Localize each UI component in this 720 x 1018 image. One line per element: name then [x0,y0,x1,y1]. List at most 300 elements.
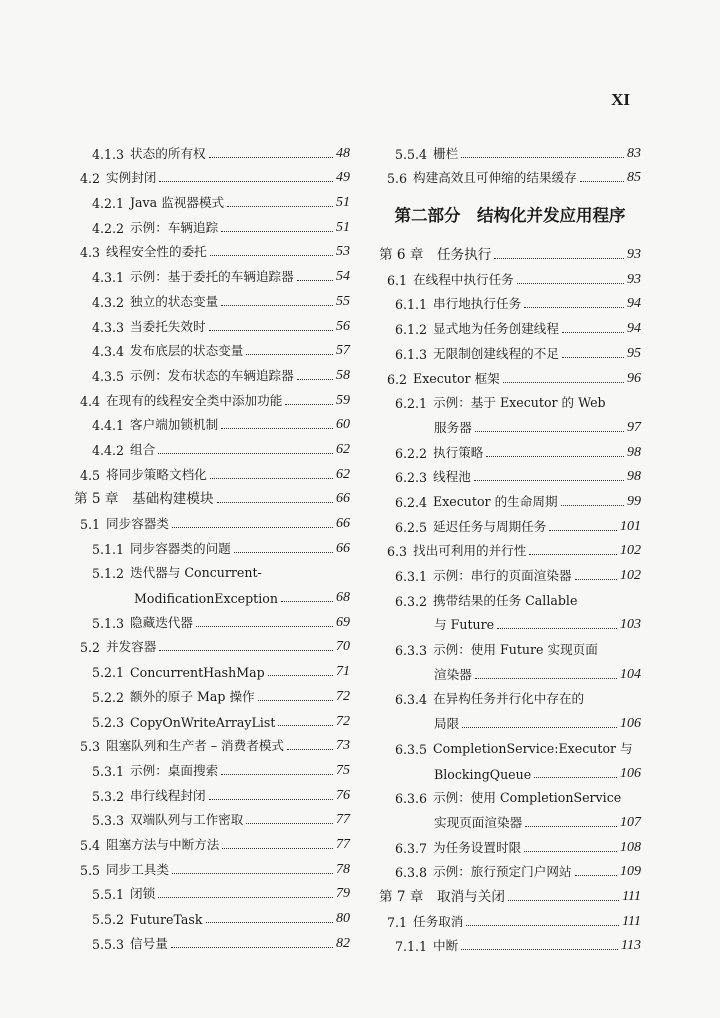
toc-entry-title: 串行地执行任务 [433,296,522,312]
dot-leader [475,431,624,432]
toc-entry-page: 98 [627,444,641,460]
toc-entry-title: 组合 [130,441,156,457]
toc-entry-page: 72 [336,713,350,729]
toc-entry [74,606,350,631]
toc-entry-page: 62 [336,466,350,482]
toc-entry-page: 55 [336,293,350,309]
toc-entry [379,137,641,162]
toc-entry-page: 85 [627,170,641,186]
toc-entry-page: 77 [336,812,350,828]
toc-entry-title: 实现页面渲染器 [434,814,523,830]
toc-entry [74,236,350,261]
toc-entry-title: 执行策略 [433,444,484,460]
toc-entry-title: 同步容器类 [106,516,169,531]
dot-leader [246,354,333,355]
dot-leader [210,255,333,256]
toc-entry-number: 6.3.8 [395,865,428,881]
toc-entry-number: 4.4 [80,393,101,409]
dot-leader [562,332,624,333]
toc-entry-title: 信号量 [130,935,168,951]
toc-entry [74,680,350,705]
toc-entry-page: 69 [336,614,350,630]
toc-entry-number: 4.2.2 [92,220,125,236]
toc-entry-title: 中断 [433,938,459,954]
toc-entry-page: 66 [336,516,350,531]
toc-entry-title: 第二部分 结构化并发应用程序 [394,206,626,226]
toc-entry [74,532,350,557]
toc-entry-title: FutureTask [130,912,203,927]
toc-entry [379,707,641,732]
toc-entry-number: 5.3.2 [92,788,125,804]
toc-entry-title: 独立的状态变量 [130,293,219,309]
toc-entry-title: 示例：使用 Future 实现页面 [433,642,598,658]
toc-entry-number: 6.1 [387,272,408,288]
dot-leader [534,777,617,778]
dot-leader [158,453,333,454]
toc-entry-page: 49 [336,170,350,186]
toc-entry-number: 6.3.1 [395,569,428,584]
toc-entry-title: 示例：使用 CompletionService [433,790,622,806]
toc-entry-title: 在异构任务并行化中存在的 [433,691,585,707]
dot-leader [196,626,333,627]
toc-entry-title: 闭锁 [130,886,156,902]
toc-entry-number: 7.1 [387,914,408,930]
toc-entry [379,559,641,584]
dot-leader [575,875,617,876]
toc-entry-number: 5.1.1 [92,541,125,557]
toc-entry [74,433,350,458]
toc-entry [74,285,350,310]
toc-entry [74,581,350,606]
dot-leader [297,280,333,281]
dot-leader [525,826,617,827]
toc-entry-page: 80 [336,911,350,926]
dot-leader [221,305,333,306]
dot-leader [268,675,333,676]
toc-entry [74,137,350,162]
toc-entry-title: 示例：基于委托的车辆追踪器 [130,269,294,285]
toc-entry [74,458,350,483]
dot-leader [222,848,333,849]
dot-leader [159,181,333,182]
toc-entry-page: 76 [336,787,350,803]
toc-entry-page: 99 [627,493,641,509]
dot-leader [497,628,617,629]
toc-entry-page: 71 [336,664,350,680]
toc-entry-title: 将同步策略文档化 [106,466,207,482]
toc-entry-title: 示例：桌面搜索 [130,762,219,778]
toc-entry [74,828,350,853]
toc-entry [74,705,350,730]
toc-entry-number: 4.2 [80,171,101,187]
dot-leader [524,851,617,852]
toc-entry [379,856,641,881]
toc-entry-title: 线程安全性的委托 [106,244,207,260]
toc-entry [379,411,641,436]
toc-entry-page: 98 [627,469,641,485]
toc-entry-number: 6.1.1 [395,297,428,313]
toc-entry-number: 4.3.2 [92,294,125,310]
toc-entry-page: 62 [336,441,350,457]
toc-entry [379,905,641,930]
toc-entry-page: 93 [627,271,641,287]
toc-entry [379,288,641,313]
toc-left-column [74,137,350,952]
toc-entry-number: 6.2.2 [395,445,428,461]
toc-entry-title: CompletionService:Executor 与 [433,740,633,756]
dot-leader [209,799,333,800]
toc-entry-number: 6.3 [387,544,408,560]
dot-leader [206,922,333,923]
toc-entry-page: 51 [336,195,350,211]
toc-entry-page: 54 [336,269,350,285]
toc-entry-title: 栅栏 [433,145,459,161]
toc-entry-number: 6.2.4 [395,494,428,510]
toc-entry-number: 5.5.3 [92,936,125,952]
toc-entry-title: 任务取消 [413,913,464,929]
toc-entry-number: 5.2.2 [92,689,125,705]
toc-entry-number: 5.3.3 [92,813,125,829]
toc-entry-number: 第 5 章 [74,491,119,508]
toc-entry-title: 示例：串行的页面渲染器 [433,568,572,583]
toc-entry-page: 111 [622,888,641,904]
toc-entry-number: 6.3.4 [395,692,428,708]
toc-entry-title: ConcurrentHashMap [130,665,265,681]
toc-entry-number: 5.2.1 [92,665,125,681]
dot-leader [278,725,333,726]
toc-entry-title: Executor 的生命周期 [433,493,558,509]
toc-entry-page: 111 [622,913,641,929]
toc-entry-page: 102 [620,568,641,583]
toc-entry-title: 同步工具类 [106,861,169,877]
dot-leader [475,678,617,679]
dot-leader [158,897,333,898]
toc-entry [74,260,350,285]
toc-entry-number: 5.3.1 [92,763,125,779]
toc-entry-title: 并发容器 [106,639,157,655]
toc-entry-number: 5.3 [80,739,101,755]
toc-entry-title: Executor 框架 [413,370,500,386]
toc-entry-page: 113 [621,938,641,954]
toc-entry-title: 阻塞队列和生产者 – 消费者模式 [106,738,285,754]
toc-entry-page: 53 [336,244,350,260]
toc-entry [74,927,350,952]
toc-entry-title: 示例：车辆追踪 [130,219,219,235]
dot-leader [494,258,624,259]
toc-entry-title: BlockingQueue [434,766,532,782]
toc-entry [74,878,350,903]
toc-entry [74,310,350,335]
toc-entry-number: 5.6 [387,171,408,187]
toc-entry-page: 96 [627,370,641,386]
toc-entry-title: 示例：旅行预定门户网站 [433,864,572,880]
toc-entry [379,658,641,683]
toc-entry [379,436,641,461]
dot-leader [580,181,624,182]
toc-entry-number: 第 6 章 [379,247,424,264]
toc-entry-page: 106 [620,716,641,732]
toc-entry-page: 106 [620,765,641,781]
toc-entry-title: 携带结果的任务 Callable [433,592,578,608]
dot-leader [234,552,333,553]
toc-chapter-entry [379,880,641,905]
toc-entry-title: 找出可利用的并行性 [413,543,527,559]
dot-leader [172,527,333,528]
toc-entry-title: 渲染器 [434,666,472,682]
toc-entry [74,754,350,779]
toc-entry-title: ModificationException [134,591,278,607]
toc-entry-title: 构建高效且可伸缩的结果缓存 [413,170,577,186]
dot-leader [209,330,333,331]
dot-leader [517,283,624,284]
toc-entry [379,683,641,708]
dot-leader [461,949,618,950]
toc-entry-title: 取消与关闭 [437,888,505,905]
toc-entry-title: 在现有的线程安全类中添加功能 [106,392,283,408]
toc-entry [74,409,350,434]
dot-leader [466,925,619,926]
toc-entry-number: 4.3.1 [92,270,125,286]
toc-entry-page: 94 [627,321,641,337]
toc-entry-title: 为任务设置时限 [433,839,522,855]
toc-entry-title: 显式地为任务创建线程 [433,321,559,337]
toc-entry-number: 4.3 [80,245,101,261]
toc-entry-number: 5.5.1 [92,887,125,903]
toc-entry-number: 4.3.3 [92,319,125,335]
toc-entry-number: 5.4 [80,837,101,853]
toc-entry-page: 68 [336,590,350,606]
toc-entry-number: 6.1.2 [395,322,428,338]
toc-entry [74,211,350,236]
toc-entry-page: 77 [336,836,350,852]
toc-entry-number: 6.2.1 [395,396,428,412]
dot-leader [221,428,333,429]
toc-entry [379,535,641,560]
toc-entry-title: 任务执行 [437,247,492,264]
toc-entry [379,362,641,387]
toc-entry-page: 107 [620,814,641,830]
toc-entry-number: 5.2.3 [92,714,125,730]
toc-entry [379,387,641,412]
toc-entry-page: 60 [336,417,350,433]
toc-entry [74,730,350,755]
toc-entry-title: 局限 [434,716,460,732]
toc-entry [74,507,350,532]
dot-leader [258,700,333,701]
toc-entry [74,162,350,187]
toc-entry-page: 97 [627,419,641,435]
toc-entry [379,633,641,658]
dot-leader [210,478,333,479]
toc-entry-title: 线程池 [433,469,471,485]
toc-entry-title: 同步容器类的问题 [130,540,231,556]
toc-entry-page: 94 [627,296,641,312]
dot-leader [508,900,619,901]
toc-entry-number: 6.3.2 [395,593,428,609]
toc-entry [379,263,641,288]
toc-right-column [379,137,641,954]
toc-entry [74,384,350,409]
toc-entry-page: 79 [336,886,350,902]
dot-leader [221,774,333,775]
toc-entry-title: 当委托失效时 [130,318,206,334]
toc-entry-title: Java 监视器模式 [130,195,225,211]
toc-entry-page: 109 [620,864,641,880]
dot-leader [281,601,333,602]
toc-entry-title: CopyOnWriteArrayList [130,714,276,730]
dot-leader [503,382,624,383]
toc-entry-number: 6.1.3 [395,346,428,362]
dot-leader [285,404,333,405]
toc-entry-page: 78 [336,861,350,877]
toc-entry-page: 57 [336,343,350,359]
page-number: XI [611,90,630,109]
toc-entry-page: 70 [336,639,350,655]
toc-entry-title: 实例封闭 [106,170,157,186]
toc-entry-number: 4.3.4 [92,344,125,360]
toc-entry-page: 95 [627,345,641,361]
toc-entry-title: 客户端加锁机制 [130,417,219,433]
toc-entry [379,337,641,362]
toc-entry-page: 51 [336,219,350,235]
toc-entry-title: 示例：发布状态的车辆追踪器 [130,367,294,383]
toc-entry [74,804,350,829]
dot-leader [561,505,624,506]
part-heading [379,196,641,232]
dot-leader [474,480,624,481]
toc-entry-number: 6.3.3 [395,643,428,659]
toc-entry-number: 6.2.3 [395,470,428,486]
toc-entry-number: 第 7 章 [379,888,424,905]
toc-entry [379,485,641,510]
dot-leader [159,650,333,651]
toc-entry-page: 103 [620,617,641,633]
toc-entry-number: 6.3.7 [395,840,428,856]
toc-entry-title: 串行线程封闭 [130,787,206,803]
toc-entry-number: 6.3.5 [395,741,428,757]
toc-entry-number: 4.3.5 [92,368,125,384]
toc-entry-page: 73 [336,738,350,754]
toc-entry-number: 4.4.1 [92,418,125,434]
toc-entry-number: 5.2 [80,640,101,656]
toc-entry-page: 108 [620,839,641,855]
toc-entry-number: 4.2.1 [92,196,125,212]
dot-leader [486,456,624,457]
dot-leader [287,749,333,750]
toc-entry [74,902,350,927]
toc-entry-title: 服务器 [434,419,472,435]
toc-entry-number: 4.1.3 [92,146,125,162]
toc-entry [379,584,641,609]
toc-entry [74,853,350,878]
toc-entry-number: 4.4.2 [92,442,125,458]
dot-leader [297,379,333,380]
toc-entry-page: 66 [336,491,350,507]
toc-entry-title: 延迟任务与周期任务 [433,518,547,534]
toc-entry [379,757,641,782]
toc-entry [379,510,641,535]
toc-entry [74,186,350,211]
toc-entry-page: 66 [336,540,350,556]
toc-entry [379,831,641,856]
toc-entry [379,782,641,807]
toc-entry-title: 无限制创建线程的不足 [433,345,559,361]
dot-leader [462,727,617,728]
dot-leader [461,157,624,158]
toc-entry-page: 56 [336,318,350,334]
toc-entry [74,557,350,582]
toc-entry-title: 阻塞方法与中断方法 [106,836,220,852]
toc-entry-number: 5.5.4 [395,146,428,162]
dot-leader [221,231,333,232]
toc-entry-number: 5.1.3 [92,615,125,631]
dot-leader [227,206,333,207]
toc-entry-page: 82 [336,935,350,951]
toc-entry-title: 隐藏迭代器 [130,614,193,630]
dot-leader [172,873,333,874]
toc-entry-title: 双端队列与工作密取 [130,812,244,828]
toc-entry-page: 75 [336,762,350,778]
toc-entry-title: 与 Future [434,617,495,633]
toc-entry-page: 59 [336,392,350,408]
toc-entry-number: 6.2.5 [395,519,428,535]
dot-leader [217,502,333,503]
dot-leader [549,530,617,531]
toc-entry-page: 102 [620,543,641,559]
toc-entry-title: 迭代器与 Concurrent- [130,565,262,581]
toc-entry-number: 7.1.1 [395,939,428,955]
toc-entry-page: 58 [336,367,350,383]
toc-entry-title: 在线程中执行任务 [413,271,514,287]
dot-leader [524,307,624,308]
toc-entry-number: 4.5 [80,467,101,483]
toc-entry-number: 6.3.6 [395,791,428,807]
toc-entry-page: 93 [627,247,641,263]
toc-entry-number: 5.1 [80,517,101,532]
toc-entry [379,806,641,831]
toc-entry [74,359,350,384]
toc-entry-page: 101 [620,518,641,534]
toc-entry-page: 72 [336,688,350,704]
dot-leader [575,579,617,580]
toc-entry [379,162,641,187]
toc-entry-title: 状态的所有权 [130,145,206,161]
toc-entry [74,335,350,360]
toc-entry [379,461,641,486]
toc-entry-title: 基础构建模块 [132,491,214,508]
toc-entry [74,655,350,680]
toc-entry-number: 5.5 [80,862,101,878]
toc-entry [379,609,641,634]
toc-entry-number: 5.5.2 [92,912,125,927]
toc-entry [379,930,641,955]
toc-entry-number: 5.1.2 [92,566,125,582]
toc-entry [74,779,350,804]
toc-entry-title: 发布底层的状态变量 [130,343,244,359]
toc-entry-number: 6.2 [387,371,408,387]
toc-entry [74,631,350,656]
toc-entry-page: 83 [627,145,641,161]
toc-entry [379,312,641,337]
dot-leader [562,357,624,358]
toc-entry-title: 额外的原子 Map 操作 [130,688,255,704]
toc-entry-page: 48 [336,145,350,161]
dot-leader [529,554,617,555]
dot-leader [171,947,333,948]
dot-leader [209,157,333,158]
toc-chapter-entry [74,483,350,508]
dot-leader [246,823,333,824]
